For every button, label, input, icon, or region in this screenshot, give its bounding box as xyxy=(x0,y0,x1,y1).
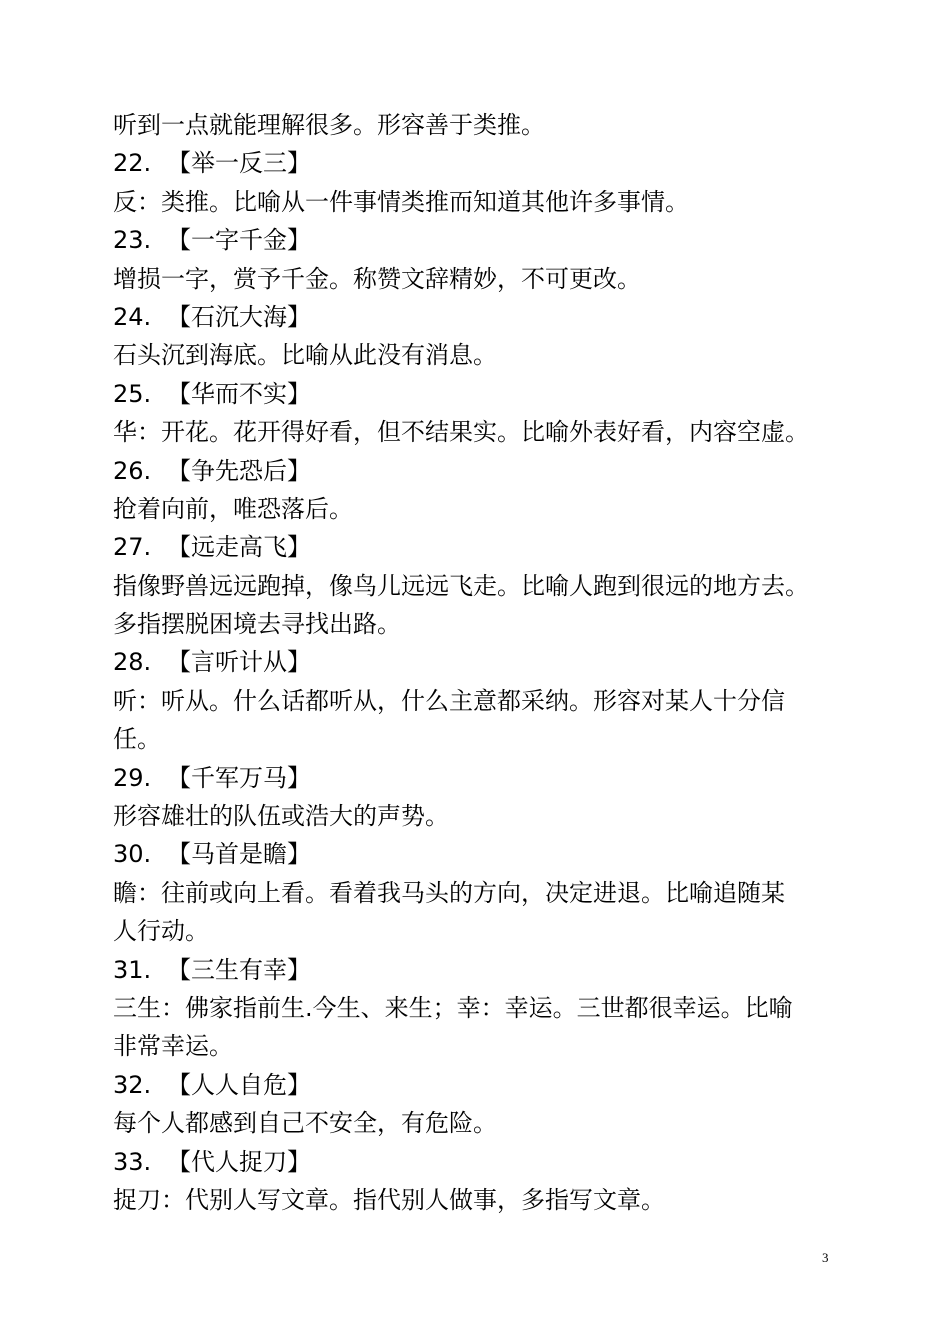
idiom-term: 【举一反三】 xyxy=(167,149,311,178)
idiom-heading xyxy=(113,951,843,989)
continuation-line: 听到一点就能理解很多。形容善于类推。 xyxy=(113,111,545,139)
idiom-entry xyxy=(113,759,843,836)
idiom-entry xyxy=(113,452,843,529)
document-body xyxy=(113,106,843,1219)
idiom-definition-line: 瞻：往前或向上看。看着我马头的方向，决定进退。比喻追随某 xyxy=(113,878,785,907)
idiom-definition-line: 多指摆脱困境去寻找出路。 xyxy=(113,610,401,639)
idiom-term: 【石沉大海】 xyxy=(167,302,311,331)
idiom-definition-line: 形容雄壮的队伍或浩大的声势。 xyxy=(113,802,449,831)
idiom-term: 【远走高飞】 xyxy=(167,533,311,562)
idiom-definition-line: 三生：佛家指前生.今生、来生；幸：幸运。三世都很幸运。比喻 xyxy=(113,993,793,1022)
idiom-definition-line: 捉刀：代别人写文章。指代别人做事，多指写文章。 xyxy=(113,1185,665,1214)
idiom-number: 33. xyxy=(113,1147,152,1176)
idiom-number: 31. xyxy=(113,955,152,984)
idiom-entry xyxy=(113,951,843,1066)
idiom-entry xyxy=(113,1066,843,1143)
idiom-entry xyxy=(113,528,843,643)
idiom-heading xyxy=(113,835,843,873)
idiom-number: 29. xyxy=(113,763,152,792)
idiom-term: 【人人自危】 xyxy=(167,1070,311,1099)
idiom-number: 26. xyxy=(113,456,152,485)
idiom-entry xyxy=(113,835,843,950)
idiom-term: 【一字千金】 xyxy=(167,226,311,255)
idiom-heading xyxy=(113,144,843,182)
idiom-term: 【代人捉刀】 xyxy=(167,1147,311,1176)
idiom-entry xyxy=(113,221,843,298)
idiom-definition-line: 石头沉到海底。比喻从此没有消息。 xyxy=(113,341,497,370)
idiom-entry xyxy=(113,643,843,758)
idiom-term: 【争先恐后】 xyxy=(167,456,311,485)
idiom-definition-line: 人行动。 xyxy=(113,917,209,946)
page-number: 3 xyxy=(822,1250,829,1265)
idiom-entry xyxy=(113,1143,843,1220)
idiom-heading xyxy=(113,1143,843,1181)
idiom-definition-line: 听：听从。什么话都听从，什么主意都采纳。形容对某人十分信 xyxy=(113,686,785,715)
idiom-number: 30. xyxy=(113,840,152,869)
idiom-definition-line: 非常幸运。 xyxy=(113,1032,233,1061)
idiom-definition-line: 任。 xyxy=(113,725,161,754)
idiom-entry xyxy=(113,298,843,375)
idiom-term: 【三生有幸】 xyxy=(167,955,311,984)
idiom-term: 【言听计从】 xyxy=(167,648,311,677)
idiom-definition-line: 反：类推。比喻从一件事情类推而知道其他许多事情。 xyxy=(113,187,689,216)
idiom-definition-line: 每个人都感到自己不安全，有危险。 xyxy=(113,1109,497,1138)
idiom-entry xyxy=(113,144,843,221)
idiom-heading xyxy=(113,452,843,490)
idiom-entry xyxy=(113,375,843,452)
idiom-term: 【马首是瞻】 xyxy=(167,840,311,869)
idiom-number: 22. xyxy=(113,149,152,178)
idiom-number: 23. xyxy=(113,226,152,255)
idiom-heading xyxy=(113,528,843,566)
idiom-heading xyxy=(113,221,843,259)
idiom-term: 【华而不实】 xyxy=(167,379,311,408)
idiom-definition-line: 抢着向前，唯恐落后。 xyxy=(113,494,353,523)
idiom-term: 【千军万马】 xyxy=(167,763,311,792)
idiom-number: 28. xyxy=(113,648,152,677)
idiom-number: 24. xyxy=(113,302,152,331)
idiom-number: 25. xyxy=(113,379,152,408)
idiom-heading xyxy=(113,759,843,797)
idiom-number: 32. xyxy=(113,1070,152,1099)
idiom-list xyxy=(113,144,843,1219)
idiom-definition-line: 指像野兽远远跑掉，像鸟儿远远飞走。比喻人跑到很远的地方去。 xyxy=(113,571,809,600)
idiom-definition-line: 增损一字，赏予千金。称赞文辞精妙，不可更改。 xyxy=(113,264,641,293)
idiom-number: 27. xyxy=(113,533,152,562)
idiom-heading xyxy=(113,643,843,681)
idiom-heading xyxy=(113,375,843,413)
idiom-heading xyxy=(113,298,843,336)
idiom-heading xyxy=(113,1066,843,1104)
idiom-definition-line: 华：开花。花开得好看，但不结果实。比喻外表好看，内容空虚。 xyxy=(113,418,809,447)
